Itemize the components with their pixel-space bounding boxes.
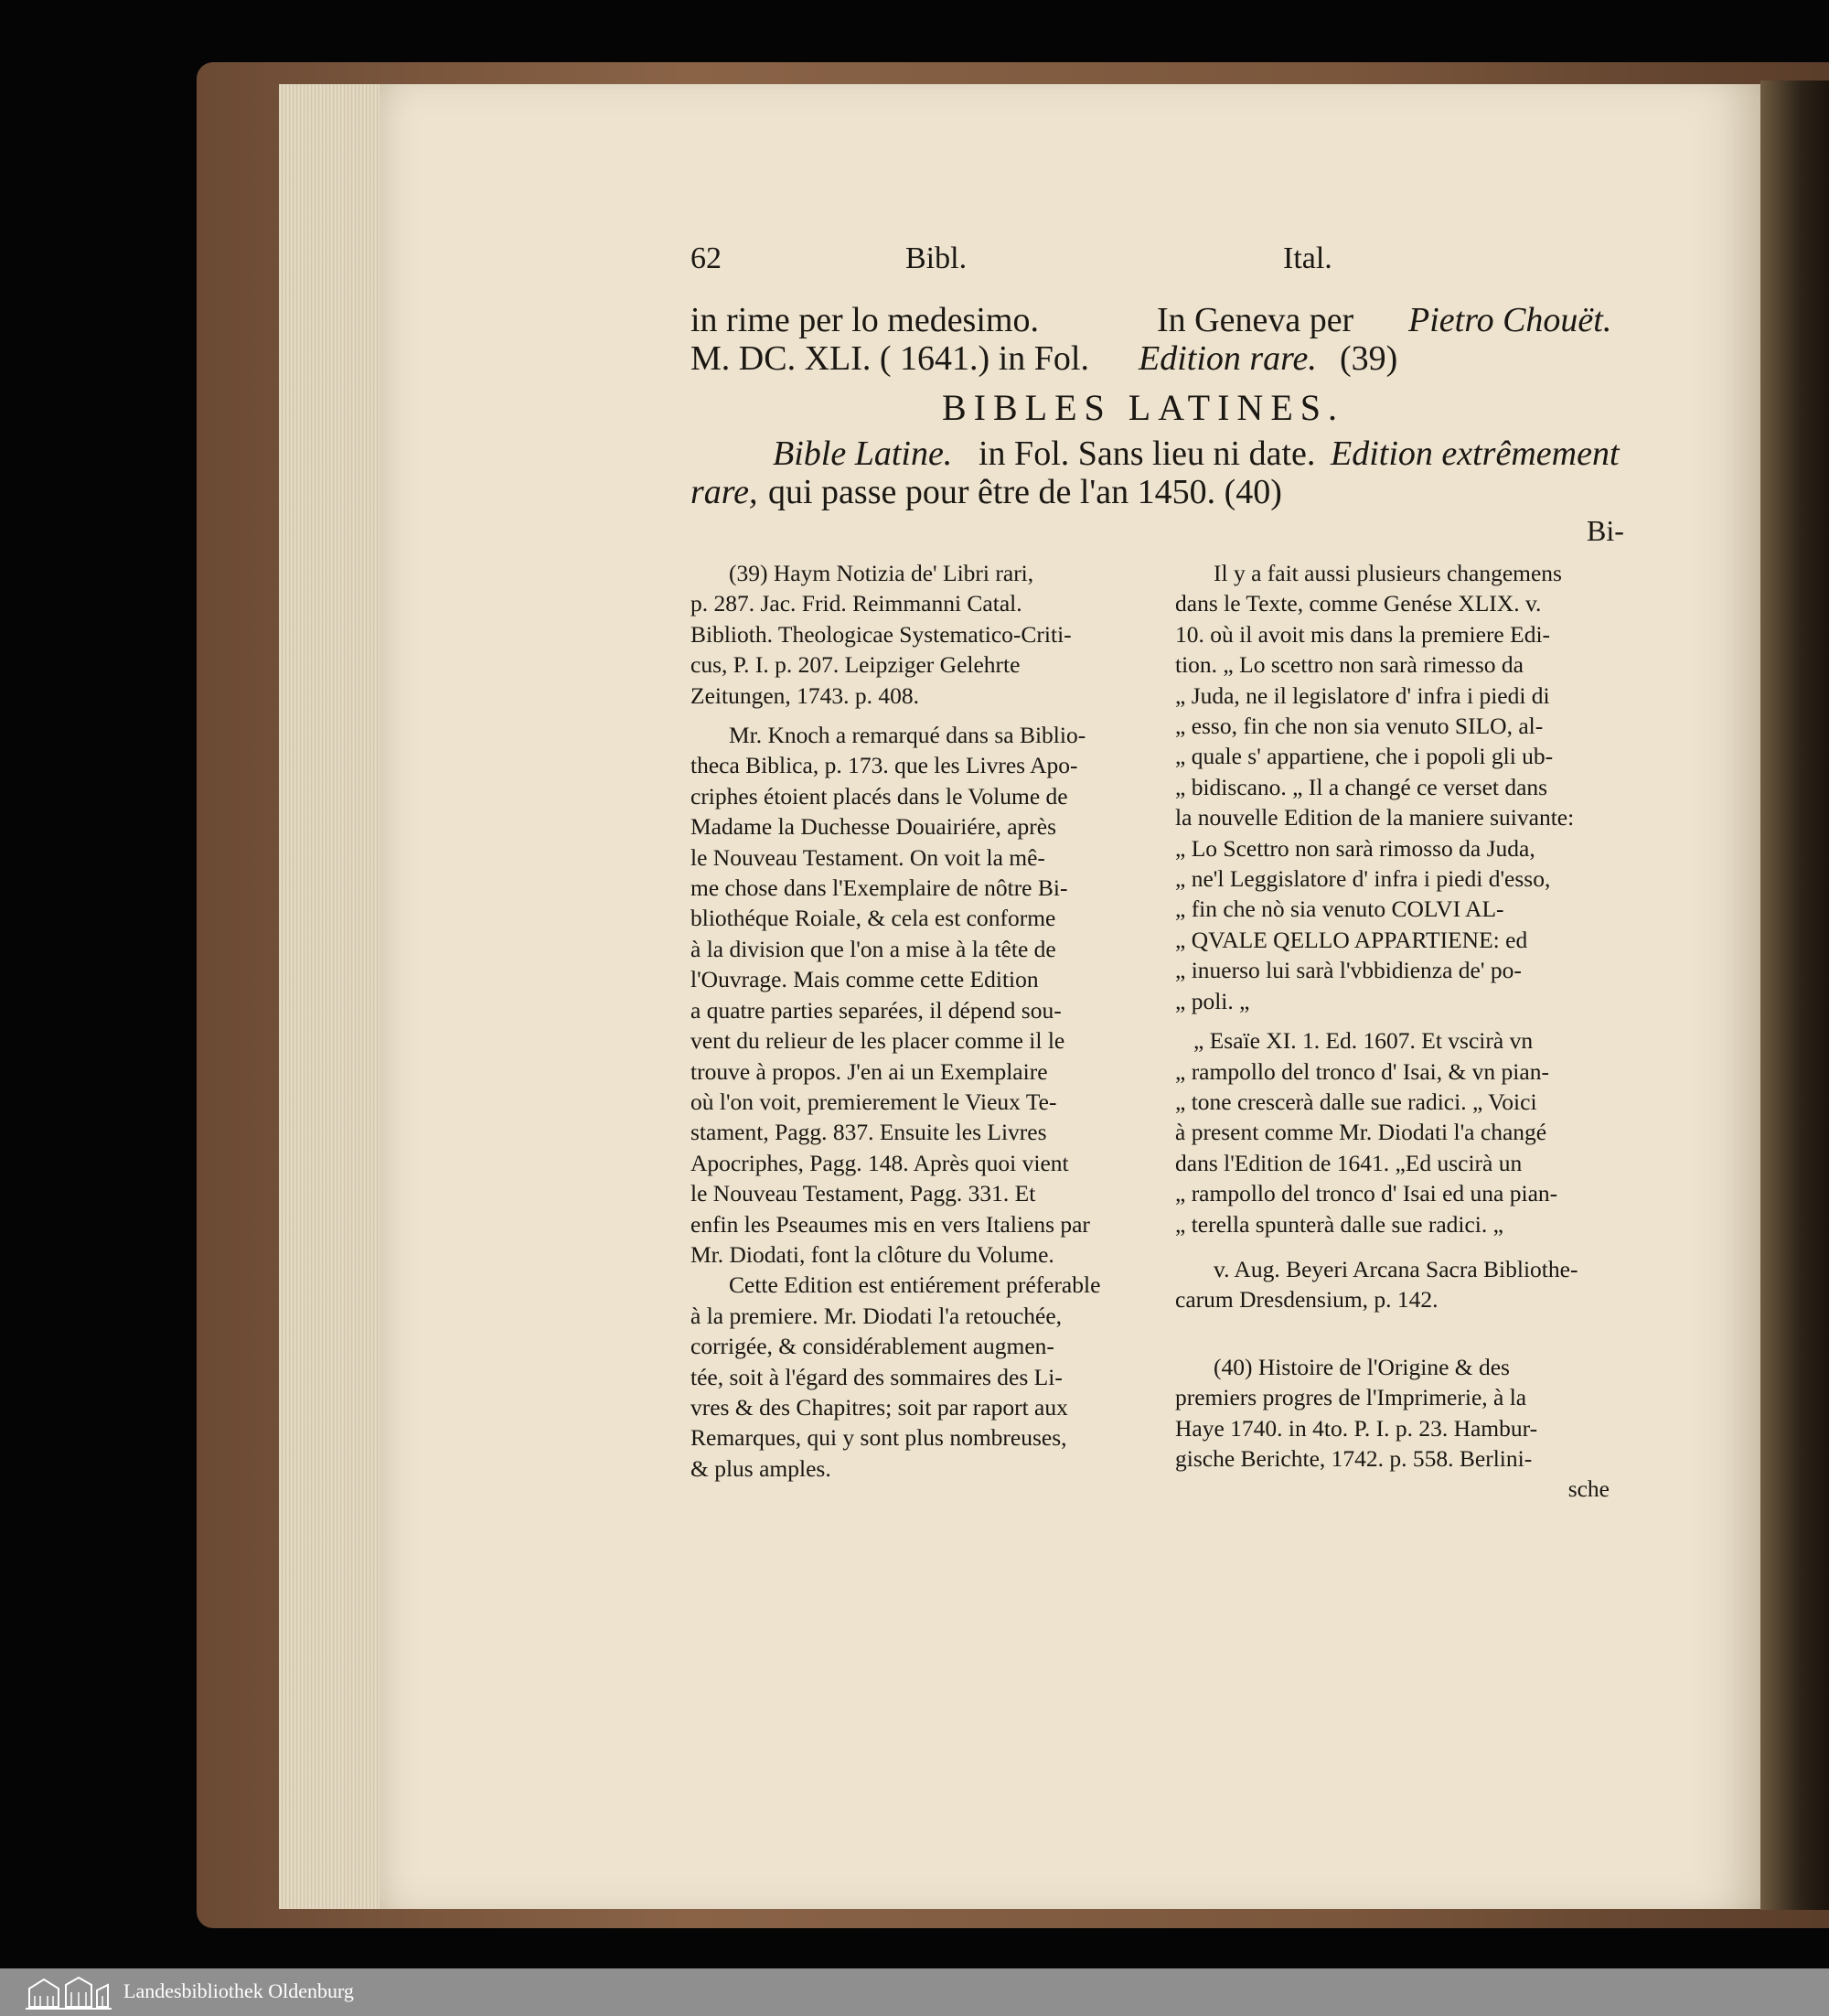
- footnote-line: à la premiere. Mr. Diodati l'a retouchée,: [690, 1302, 1063, 1329]
- footnote-line: 10. où il avoit mis dans la premiere Edi-: [1175, 620, 1551, 648]
- footnote-line: „ terella spunterà dalle sue radici. „: [1175, 1210, 1503, 1238]
- footnote-line: a quatre parties separées, il dépend sou-: [690, 996, 1062, 1024]
- footnote-line: à la division que l'on a mise à la tête de: [690, 935, 1056, 962]
- footnote-line: à present comme Mr. Diodati l'a changé: [1175, 1119, 1547, 1146]
- footnote-line: „ esso, fin che non sia venuto SILO, al-: [1175, 713, 1544, 740]
- footnote-line: gische Berichte, 1742. p. 558. Berlini-: [1175, 1444, 1533, 1472]
- footnote-line: Il y a fait aussi plusieurs changemens: [1214, 560, 1562, 586]
- footnote-line: tion. „ Lo scettro non sarà rimesso da: [1175, 651, 1524, 679]
- latin-entry-1b: in Fol. Sans lieu ni date.: [979, 434, 1316, 473]
- footnote-line: Biblioth. Theologicae Systematico-Criti-: [690, 620, 1072, 648]
- library-logo-icon: [26, 1974, 112, 2011]
- footnote-line: „ bidiscano. „ Il a changé ce verset dans: [1175, 773, 1548, 800]
- entry-line-2a: M. DC. XLI. ( 1641.) in Fol.: [690, 339, 1089, 378]
- page-number: 62: [690, 241, 722, 275]
- footnote-line: Apocriphes, Pagg. 148. Après quoi vient: [690, 1149, 1069, 1176]
- footnote-line: me chose dans l'Exemplaire de nôtre Bi-: [690, 874, 1068, 902]
- gutter-shadow: [1760, 80, 1829, 1910]
- footnote-line: bliothéque Roiale, & cela est conforme: [690, 905, 1056, 932]
- footnote-line: dans l'Edition de 1641. „Ed uscirà un: [1175, 1149, 1523, 1176]
- latin-entry-2a: rare,: [690, 473, 758, 511]
- latin-entry-1c: Edition extrêmement: [1331, 434, 1620, 473]
- footnote-line: enfin les Pseaumes mis en vers Italiens par: [690, 1210, 1090, 1238]
- footnote-line: Mr. Diodati, font la clôture du Volume.: [690, 1240, 1054, 1268]
- footnote-line: „ Lo Scettro non sarà rimosso da Juda,: [1175, 834, 1535, 862]
- footnote-line: premiers progres de l'Imprimerie, à la: [1175, 1384, 1527, 1411]
- footnote-line: theca Biblica, p. 173. que les Livres Apo-: [690, 752, 1078, 779]
- footnote-line: corrigée, & considérablement augmen-: [690, 1333, 1054, 1360]
- entry-line-2c: (39): [1340, 339, 1398, 378]
- footnote-line: (40) Histoire de l'Origine & des: [1214, 1353, 1510, 1380]
- footnote-line: dans le Texte, comme Genése XLIX. v.: [1175, 590, 1542, 617]
- footnote-line: „ rampollo del tronco d' Isai, & vn pian-: [1175, 1057, 1549, 1085]
- footnote-line: cus, P. I. p. 207. Leipziger Gelehrte: [690, 651, 1021, 679]
- footnote-line: criphes étoient placés dans le Volume de: [690, 782, 1068, 810]
- latin-entry-2b: qui passe pour être de l'an 1450. (40): [768, 473, 1282, 511]
- footnote-line: „ fin che nò sia venuto COLVI AL-: [1175, 895, 1504, 923]
- footnote-line: tée, soit à l'égard des sommaires des Li-: [690, 1363, 1063, 1390]
- footnote-column-left: [690, 558, 1184, 1484]
- footnote-line: „ Juda, ne il legislatore d' infra i piedi di: [1175, 681, 1550, 709]
- footnote-line: où l'on voit, premierement le Vieux Te-: [690, 1088, 1057, 1115]
- library-name: Landesbibliothek Oldenburg: [123, 1979, 354, 2002]
- footnote-line: la nouvelle Edition de la maniere suivante:: [1175, 804, 1575, 831]
- section-title: BIBLES LATINES.: [942, 387, 1344, 428]
- footnote-line: Remarques, qui y sont plus nombreuses,: [690, 1424, 1067, 1452]
- footnote-line: „ inuerso lui sarà l'vbbidienza de' po-: [1175, 957, 1522, 984]
- footnote-line: „ rampollo del tronco d' Isai ed una pian-: [1175, 1180, 1558, 1207]
- footnote-line: „ poli. „: [1175, 987, 1250, 1014]
- entry-line-1a: in rime per lo medesimo.: [690, 301, 1039, 339]
- footnote-line: Zeitungen, 1743. p. 408.: [690, 681, 920, 709]
- catchword: Bi-: [1587, 514, 1624, 547]
- footnote-line: „ ne'l Leggislatore d' infra i piedi d'esso,: [1175, 865, 1551, 893]
- entry-line-1b: In Geneva per: [1157, 301, 1354, 339]
- footnote-line: Cette Edition est entiérement préferable: [729, 1271, 1101, 1299]
- footnote-line: vent du relieur de les placer comme il le: [690, 1027, 1065, 1055]
- running-head-right: Ital.: [1283, 241, 1332, 275]
- footnote-line: (39) Haym Notizia de' Libri rari,: [729, 560, 1034, 586]
- footnote-line: carum Dresdensium, p. 142.: [1175, 1286, 1439, 1314]
- footnote-line: Haye 1740. in 4to. P. I. p. 23. Hambur-: [1175, 1414, 1538, 1442]
- latin-entry-1a: Bible Latine.: [773, 434, 953, 473]
- footnote-line: l'Ouvrage. Mais comme cette Edition: [690, 966, 1039, 993]
- footnote-line: „ Esaïe XI. 1. Ed. 1607. Et vscirà vn: [1193, 1027, 1534, 1055]
- footnote-line: vres & des Chapitres; soit par raport aux: [690, 1393, 1068, 1421]
- page-edges-left: [279, 84, 380, 1909]
- footnote-column-right: [1175, 558, 1610, 1505]
- entry-line-2b: Edition rare.: [1139, 339, 1317, 378]
- footnote-line: Madame la Duchesse Douairiére, après: [690, 813, 1057, 841]
- footnote-line: v. Aug. Beyeri Arcana Sacra Bibliothe-: [1214, 1255, 1578, 1282]
- footnote-line: Mr. Knoch a remarqué dans sa Biblio-: [729, 722, 1086, 749]
- footnote-line: stament, Pagg. 837. Ensuite les Livres: [690, 1119, 1047, 1146]
- running-head-left: Bibl.: [905, 241, 968, 275]
- entry-line-1c: Pietro Chouët.: [1408, 301, 1612, 339]
- footnote-line: „ tone crescerà dalle sue radici. „ Voici: [1175, 1088, 1537, 1115]
- footnote-line: p. 287. Jac. Frid. Reimmanni Catal.: [690, 590, 1022, 617]
- footnote-line: „ QVALE QELLO APPARTIENE: ed: [1175, 926, 1528, 953]
- footnote-line: le Nouveau Testament, Pagg. 331. Et: [690, 1180, 1036, 1207]
- footnote-catchword: sche: [1567, 1475, 1610, 1503]
- footnote-line: trouve à propos. J'en ai un Exemplaire: [690, 1057, 1048, 1085]
- book-page: [380, 84, 1760, 1909]
- footnote-line: „ quale s' appartiene, che i popoli gli ub-: [1175, 743, 1554, 770]
- footnote-line: & plus amples.: [690, 1454, 831, 1482]
- footnote-line: le Nouveau Testament. On voit la mê-: [690, 843, 1045, 871]
